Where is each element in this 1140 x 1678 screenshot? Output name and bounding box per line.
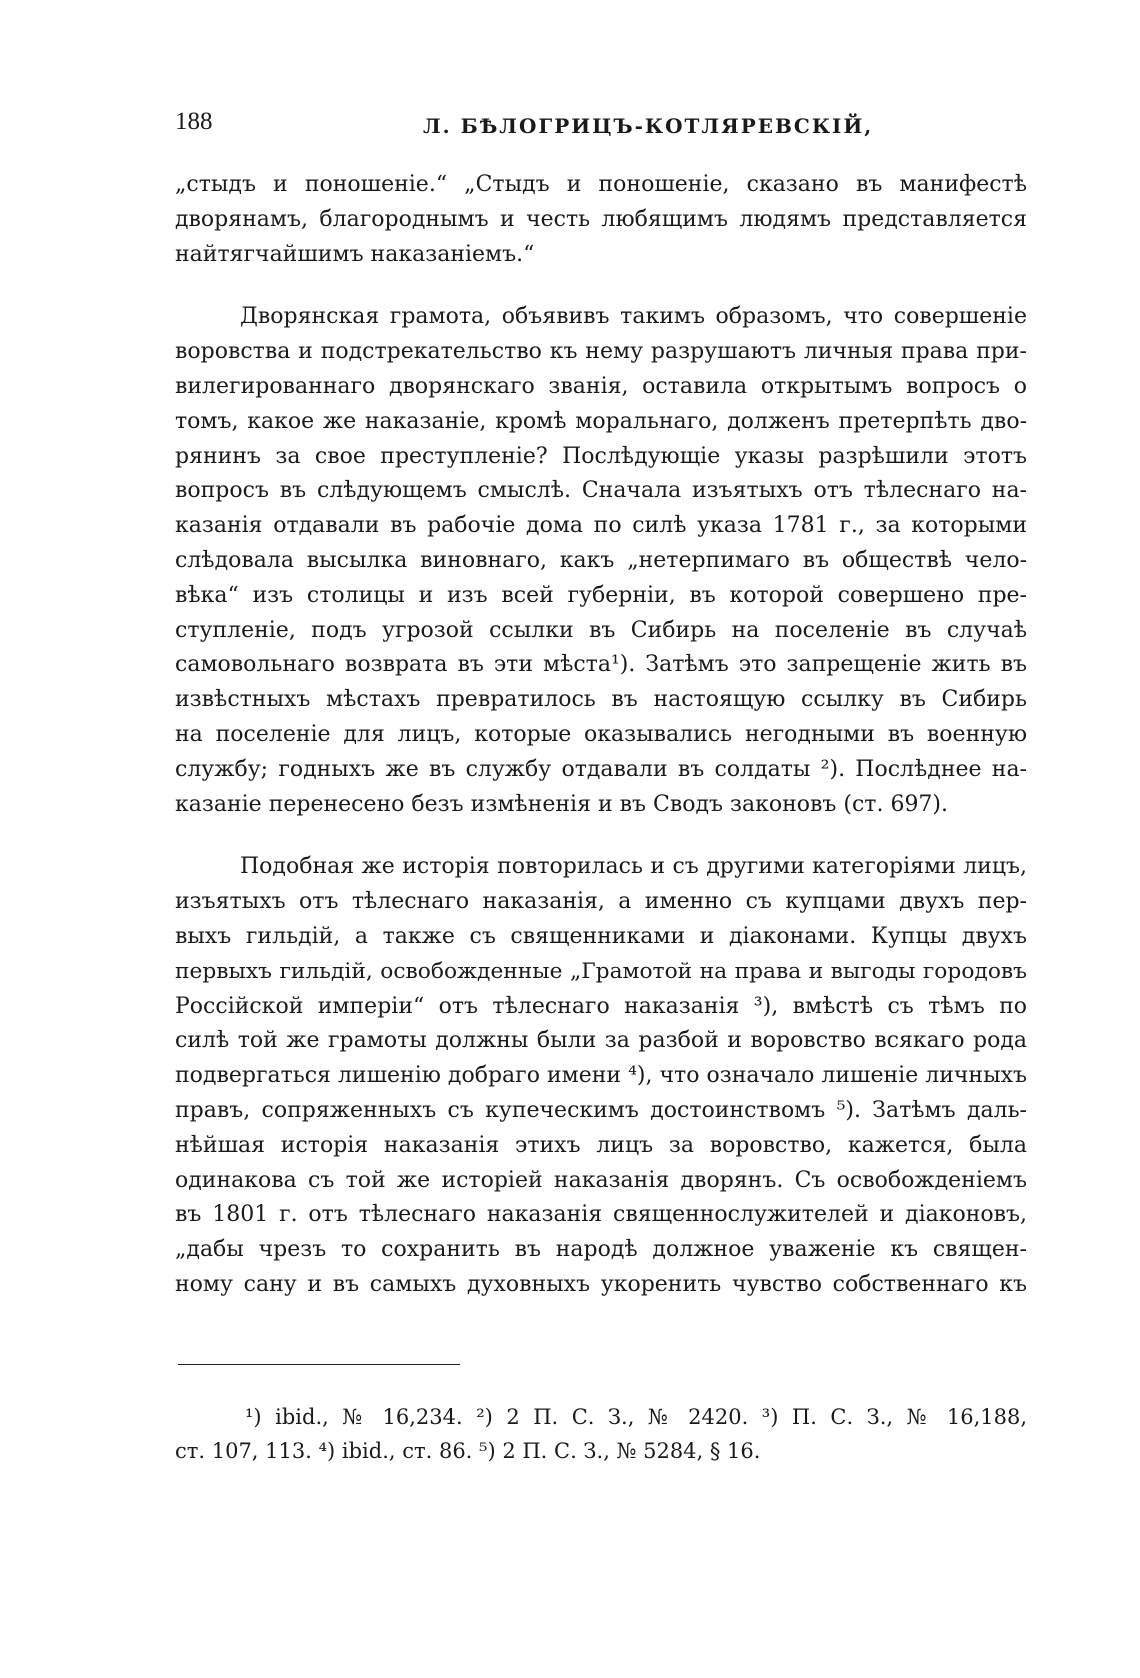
text-line: „дабы чрезъ то сохранить въ народѣ должное уваженіе къ священ- <box>175 1237 1027 1263</box>
text-line: въ 1801 г. отъ тѣлеснаго наказанія священнослужителей и діаконовъ, <box>175 1202 1027 1228</box>
text-line: вѣка“ изъ столицы и изъ всей губерніи, въ которой совершено пре- <box>175 582 1027 608</box>
footnote-rule <box>178 1364 460 1365</box>
text-line: „стыдъ и поношеніе.“ „Стыдъ и поношеніе, сказано въ манифестѣ <box>175 172 1027 197</box>
text-line: дворянамъ, благороднымъ и честь любящимъ людямъ представляется <box>175 206 1027 232</box>
text-line: одинакова съ той же исторіей наказанія дворянъ. Съ освобожденіемъ <box>175 1167 1027 1193</box>
text-line: самовольнаго возврата въ эти мѣста¹). Затѣмъ это запрещеніе жить въ <box>175 652 1027 678</box>
paragraph-gap <box>175 272 1027 300</box>
text-line: Подобная же исторія повторилась и съ другими категоріями лицъ, <box>240 854 1027 880</box>
text-line: томъ, какое же наказаніе, кромѣ моральнаго, долженъ претерпѣть дво- <box>175 408 1027 434</box>
text-line: выхъ гильдій, а также съ священниками и діаконами. Купцы двухъ <box>175 923 1027 949</box>
text-line: извѣстныхъ мѣстахъ превратилось въ настоящую ссылку въ Сибирь <box>175 687 1027 713</box>
paragraph-gap <box>175 822 1027 850</box>
text-line: казаніе перенесено безъ измѣненія и въ Сводъ законовъ (ст. 697). <box>175 791 949 817</box>
text-line: казанія отдавали въ рабочіе дома по силѣ указа 1781 г., за которыми <box>175 513 1027 539</box>
text-line: Дворянская грамота, объявивъ такимъ образомъ, что совершеніе <box>240 304 1027 330</box>
text-line: правъ, сопряженныхъ съ купеческимъ достоинствомъ ⁵). Затѣмъ даль- <box>175 1097 1027 1123</box>
page-number: 188 <box>175 108 213 135</box>
footnotes <box>175 1400 1027 1468</box>
text-line: изъятыхъ отъ тѣлеснаго наказанія, а именно съ купцами двухъ пер- <box>175 889 1027 915</box>
text-line: вопросъ въ слѣдующемъ смыслѣ. Сначала изъятыхъ отъ тѣлеснаго на- <box>175 478 1027 504</box>
text-line: подвергаться лишенію добраго имени ⁴), что означало лишеніе личныхъ <box>175 1063 1027 1089</box>
text-line: воровства и подстрекательство къ нему разрушаютъ личныя права при- <box>175 339 1027 365</box>
text-line: вилегированнаго дворянскаго званія, оставила открытымъ вопросъ о <box>175 373 1027 399</box>
text-line: первыхъ гильдій, освобожденные „Грамотой на права и выгоды городовъ <box>175 958 1027 984</box>
text-line: службу; годныхъ же въ службу отдавали въ солдаты ²). Послѣднее на- <box>175 756 1027 782</box>
page-header <box>175 108 1027 148</box>
paragraph-3 <box>175 850 1027 1302</box>
text-line: найтягчайшимъ наказаніемъ.“ <box>175 241 535 267</box>
text-line: ступленіе, подъ угрозой ссылки въ Сибирь на поселеніе въ случаѣ <box>175 617 1027 643</box>
text-line: рянинъ за свое преступленіе? Послѣдующіе указы разрѣшили этотъ <box>175 443 1027 469</box>
text-line: слѣдовала высылка виновнаго, какъ „нетерпимаго въ обществѣ чело- <box>175 547 1027 573</box>
paragraph-2 <box>175 300 1027 822</box>
footnote-line: ¹) ibid., № 16,234. ²) 2 П. С. З., № 2420. ³) П. С. З., № 16,188, <box>245 1405 1027 1429</box>
text-line: ному сану и въ самыхъ духовныхъ укоренить чувство собственнаго къ <box>175 1271 1027 1297</box>
text-line: на поселеніе для лицъ, которые оказывались негодными въ военную <box>175 721 1027 747</box>
text-line: силѣ той же грамоты должны были за разбой и воровство всякаго рода <box>175 1028 1027 1054</box>
body-text <box>175 168 1027 1303</box>
text-line: Россійской имперіи“ отъ тѣлеснаго наказанія ³), вмѣстѣ съ тѣмъ по <box>175 993 1027 1019</box>
running-head: Л. БѢЛОГРИЦЪ-КОТЛЯРЕВСКІЙ, <box>423 114 874 138</box>
text-line: нѣйшая исторія наказанія этихъ лицъ за воровство, кажется, была <box>175 1132 1027 1158</box>
footnote-line: ст. 107, 113. ⁴) ibid., ст. 86. ⁵) 2 П. С. З., № 5284, § 16. <box>175 1439 761 1463</box>
paragraph-1 <box>175 168 1027 272</box>
